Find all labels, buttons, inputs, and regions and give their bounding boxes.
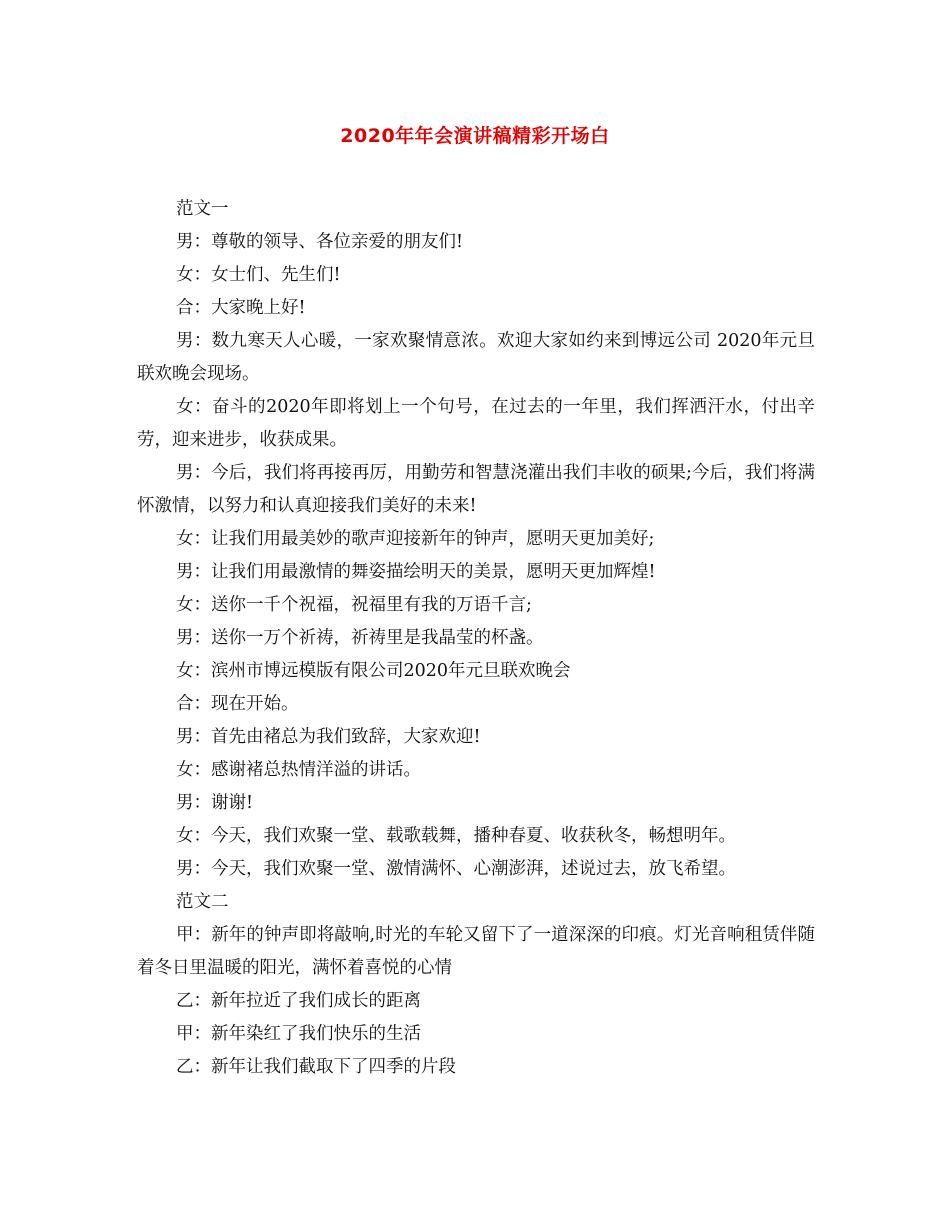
- body-paragraph: 男：今后，我们将再接再厉，用勤劳和智慧浇灌出我们丰收的硕果;今后，我们将满怀激情，以努力和认真迎接我们美好的未来!: [137, 463, 815, 516]
- body-paragraph: 甲：新年的钟声即将敲响,时光的车轮又留下了一道深深的印痕。灯光音响租赁伴随着冬日里温暖的阳光，满怀着喜悦的心情: [137, 925, 815, 978]
- body-paragraph: 女：送你一千个祝福，祝福里有我的万语千言;: [176, 595, 532, 615]
- body-paragraph: 乙：新年拉近了我们成长的距离: [176, 991, 421, 1011]
- body-paragraph: 女：女士们、先生们!: [176, 265, 341, 285]
- body-paragraph: 女：滨州市博远模版有限公司2020年元旦联欢晚会: [176, 661, 571, 681]
- body-paragraph: 男：今天，我们欢聚一堂、激情满怀、心潮澎湃，述说过去，放飞希望。: [176, 859, 736, 879]
- body-paragraph: 男：首先由褚总为我们致辞，大家欢迎!: [176, 727, 481, 747]
- body-paragraph: 男：数九寒天人心暖，一家欢聚情意浓。欢迎大家如约来到博远公司 2020年元旦联欢晚会现场。: [137, 331, 815, 384]
- document-body: [137, 193, 815, 1084]
- body-paragraph: 女：让我们用最美妙的歌声迎接新年的钟声，愿明天更加美好;: [176, 529, 655, 549]
- document-title: 2020年年会演讲稿精彩开场白: [340, 125, 610, 147]
- body-paragraph: 男：谢谢!: [176, 793, 254, 813]
- body-paragraph: 女：奋斗的2020年即将划上一个句号，在过去的一年里，我们挥洒汗水，付出辛劳，迎来进步，收获成果。: [137, 397, 815, 450]
- body-paragraph: 乙：新年让我们截取下了四季的片段: [176, 1057, 456, 1077]
- body-paragraph: 男：让我们用最激情的舞姿描绘明天的美景，愿明天更加辉煌!: [176, 562, 656, 582]
- body-paragraph: 甲：新年染红了我们快乐的生活: [176, 1024, 421, 1044]
- body-paragraph: 女：今天，我们欢聚一堂、载歌载舞，播种春夏、收获秋冬，畅想明年。: [176, 826, 736, 846]
- body-paragraph: 范文二: [176, 892, 229, 912]
- body-paragraph: 女：感谢褚总热情洋溢的讲话。: [176, 760, 421, 780]
- body-paragraph: 男：尊敬的领导、各位亲爱的朋友们!: [176, 232, 464, 252]
- body-paragraph: 合：大家晚上好!: [176, 298, 306, 318]
- body-paragraph: 范文一: [176, 199, 229, 219]
- body-paragraph: 合：现在开始。: [176, 694, 299, 714]
- body-paragraph: 男：送你一万个祈祷，祈祷里是我晶莹的杯盏。: [176, 628, 544, 648]
